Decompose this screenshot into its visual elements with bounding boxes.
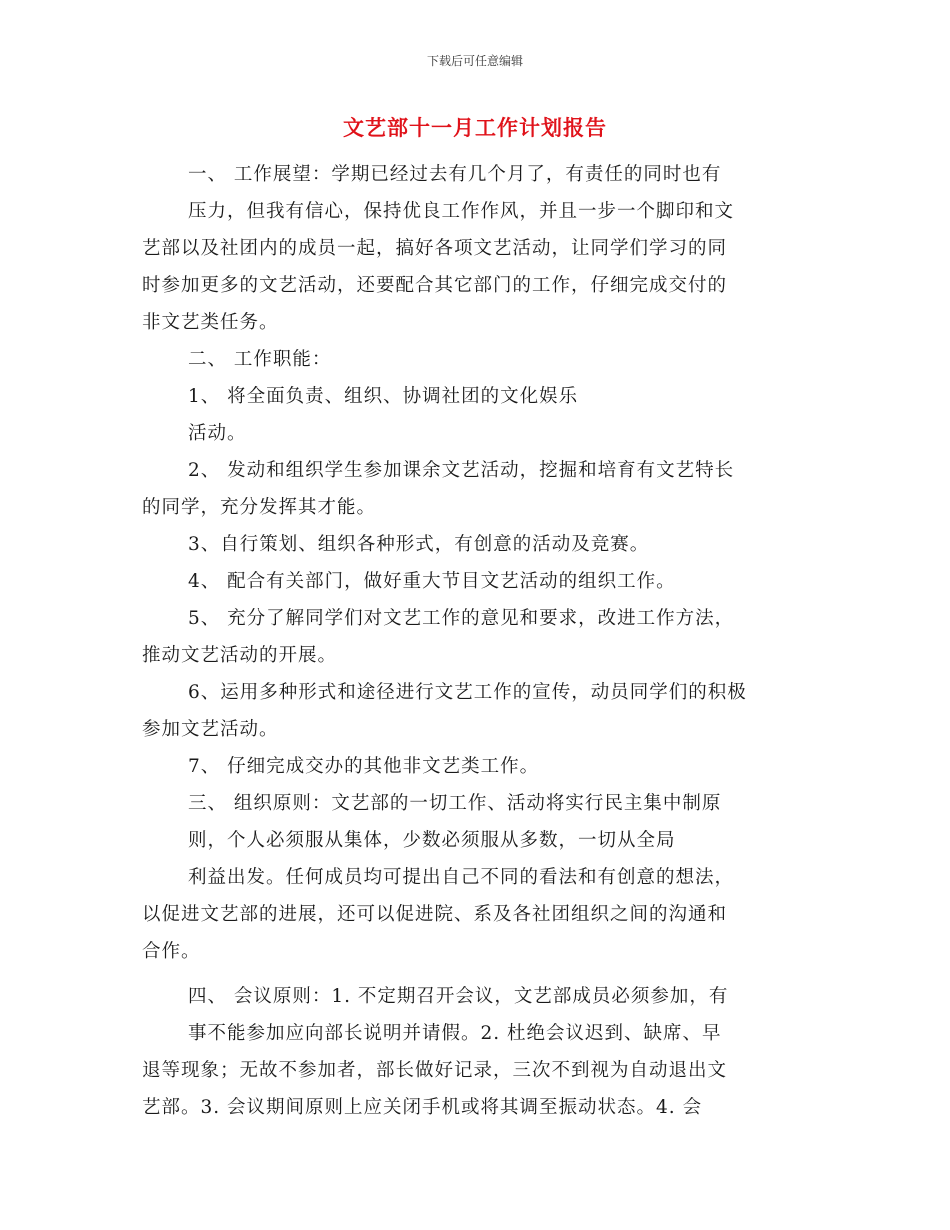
paragraph-line: 1、 将全面负责、组织、协调社团的文化娱乐 [188,386,579,407]
paragraph-line: 退等现象；无故不参加者，部长做好记录，三次不到视为自动退出文 [142,1060,728,1081]
paragraph-line: 7、 仔细完成交办的其他非文艺类工作。 [188,756,540,777]
paragraph-line: 非文艺类任务。 [142,312,279,333]
paragraph-line: 二、 工作职能： [188,349,332,370]
paragraph-line: 2、 发动和组织学生参加课余文艺活动，挖掘和培育有文艺特长 [188,460,735,481]
paragraph-line: 艺部以及社团内的成员一起，搞好各项文艺活动，让同学们学习的同 [142,238,728,259]
paragraph-line: 一、 工作展望：学期已经过去有几个月了，有责任的同时也有 [188,164,722,185]
paragraph-line: 合作。 [142,941,201,962]
paragraph-line: 压力，但我有信心，保持优良工作作风，并且一步一个脚印和文 [188,201,735,222]
paragraph-line: 3、自行策划、组织各种形式，有创意的活动及竞赛。 [188,534,650,555]
paragraph-line: 6、运用多种形式和途径进行文艺工作的宣传，动员同学们的积极 [188,682,747,703]
document-body [142,156,810,1126]
paragraph-line: 三、 组织原则：文艺部的一切工作、活动将实行民主集中制原 [188,793,722,814]
header-note: 下载后可任意编辑 [426,54,523,68]
document-title: 文艺部十一月工作计划报告 [343,116,607,140]
paragraph-line: 的同学，充分发挥其才能。 [142,497,377,518]
paragraph-line: 时参加更多的文艺活动，还要配合其它部门的工作，仔细完成交付的 [142,275,728,296]
paragraph-line: 5、 充分了解同学们对文艺工作的意见和要求，改进工作方法， [188,608,735,629]
paragraph-line: 艺部。3. 会议期间原则上应关闭手机或将其调至振动状态。4. 会 [142,1097,703,1118]
paragraph-line: 参加文艺活动。 [142,719,279,740]
paragraph-line: 以促进文艺部的进展，还可以促进院、系及各社团组织之间的沟通和 [142,904,728,925]
paragraph-line: 四、 会议原则：1. 不定期召开会议，文艺部成员必须参加，有 [188,986,729,1007]
paragraph-line: 事不能参加应向部长说明并请假。2. 杜绝会议迟到、缺席、早 [188,1023,722,1044]
paragraph-line: 活动。 [188,423,247,444]
paragraph-line: 推动文艺活动的开展。 [142,645,338,666]
paragraph-line: 4、 配合有关部门，做好重大节目文艺活动的组织工作。 [188,571,676,592]
paragraph-line: 则，个人必须服从集体，少数必须服从多数，一切从全局 [188,830,676,851]
paragraph-line: 利益出发。任何成员均可提出自己不同的看法和有创意的想法， [188,867,735,888]
